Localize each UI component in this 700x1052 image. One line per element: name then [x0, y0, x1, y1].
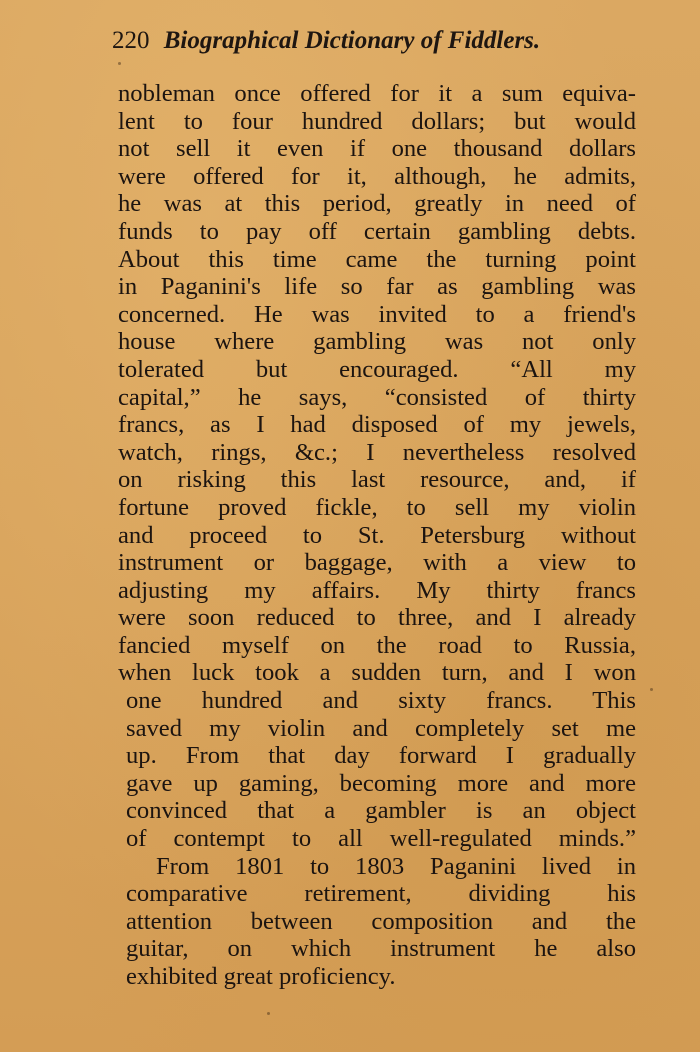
- text-line: instrument or baggage, with a view to: [118, 549, 636, 577]
- text-line: gave up gaming, becoming more and more: [126, 769, 636, 797]
- text-line: of contempt to all well-regulated minds.”: [126, 825, 636, 853]
- text-line: lent to four hundred dollars; but would: [118, 107, 636, 135]
- running-title: Biographical Dictionary of Fiddlers.: [163, 27, 541, 54]
- text-line: fancied myself on the road to Russia,: [118, 631, 636, 659]
- text-line: adjusting my affairs. My thirty francs: [118, 576, 636, 604]
- text-line: capital,” he says, “consisted of thirty: [118, 383, 636, 411]
- text-line: guitar, on which instrument he also: [126, 935, 636, 963]
- text-line: on risking this last resource, and, if: [118, 466, 636, 494]
- text-line: francs, as I had disposed of my jewels,: [118, 411, 636, 439]
- text-line: when luck took a sudden turn, and I won: [118, 659, 636, 687]
- text-line: nobleman once offered for it a sum equiva-: [118, 80, 636, 107]
- text-line: attention between composition and the: [126, 907, 636, 935]
- text-line: watch, rings, &c.; I nevertheless resolved: [118, 438, 636, 466]
- paper-speck: [267, 1012, 270, 1015]
- body-text: [118, 80, 636, 991]
- text-line: saved my violin and completely set me: [126, 714, 636, 742]
- text-line: in Paganini's life so far as gambling was: [118, 273, 636, 301]
- text-line: one hundred and sixty francs. This: [126, 687, 636, 715]
- text-line: were offered for it, although, he admits,: [118, 162, 636, 190]
- text-line: funds to pay off certain gambling debts.: [118, 217, 636, 245]
- text-line: house where gambling was not only: [118, 328, 636, 356]
- page-number: 220: [112, 27, 150, 54]
- text-line: he was at this period, greatly in need of: [118, 190, 636, 218]
- text-line: and proceed to St. Petersburg without: [118, 521, 636, 549]
- paragraph-first-line: From 1801 to 1803 Paganini lived in: [156, 852, 636, 880]
- text-line: concerned. He was invited to a friend's: [118, 300, 636, 328]
- running-header: [112, 24, 612, 64]
- text-line: fortune proved fickle, to sell my violin: [118, 493, 636, 521]
- text-line-last: exhibited great proficiency.: [126, 963, 396, 990]
- text-line: were soon reduced to three, and I already: [118, 604, 636, 632]
- text-line: tolerated but encouraged. “All my: [118, 355, 636, 383]
- paper-speck: [650, 688, 653, 691]
- text-line: convinced that a gambler is an object: [126, 797, 636, 825]
- text-line: not sell it even if one thousand dollars: [118, 135, 636, 163]
- paper-speck: [118, 62, 121, 65]
- text-line: up. From that day forward I gradually: [126, 742, 636, 770]
- text-line: comparative retirement, dividing his: [126, 880, 636, 908]
- text-line: About this time came the turning point: [118, 245, 636, 273]
